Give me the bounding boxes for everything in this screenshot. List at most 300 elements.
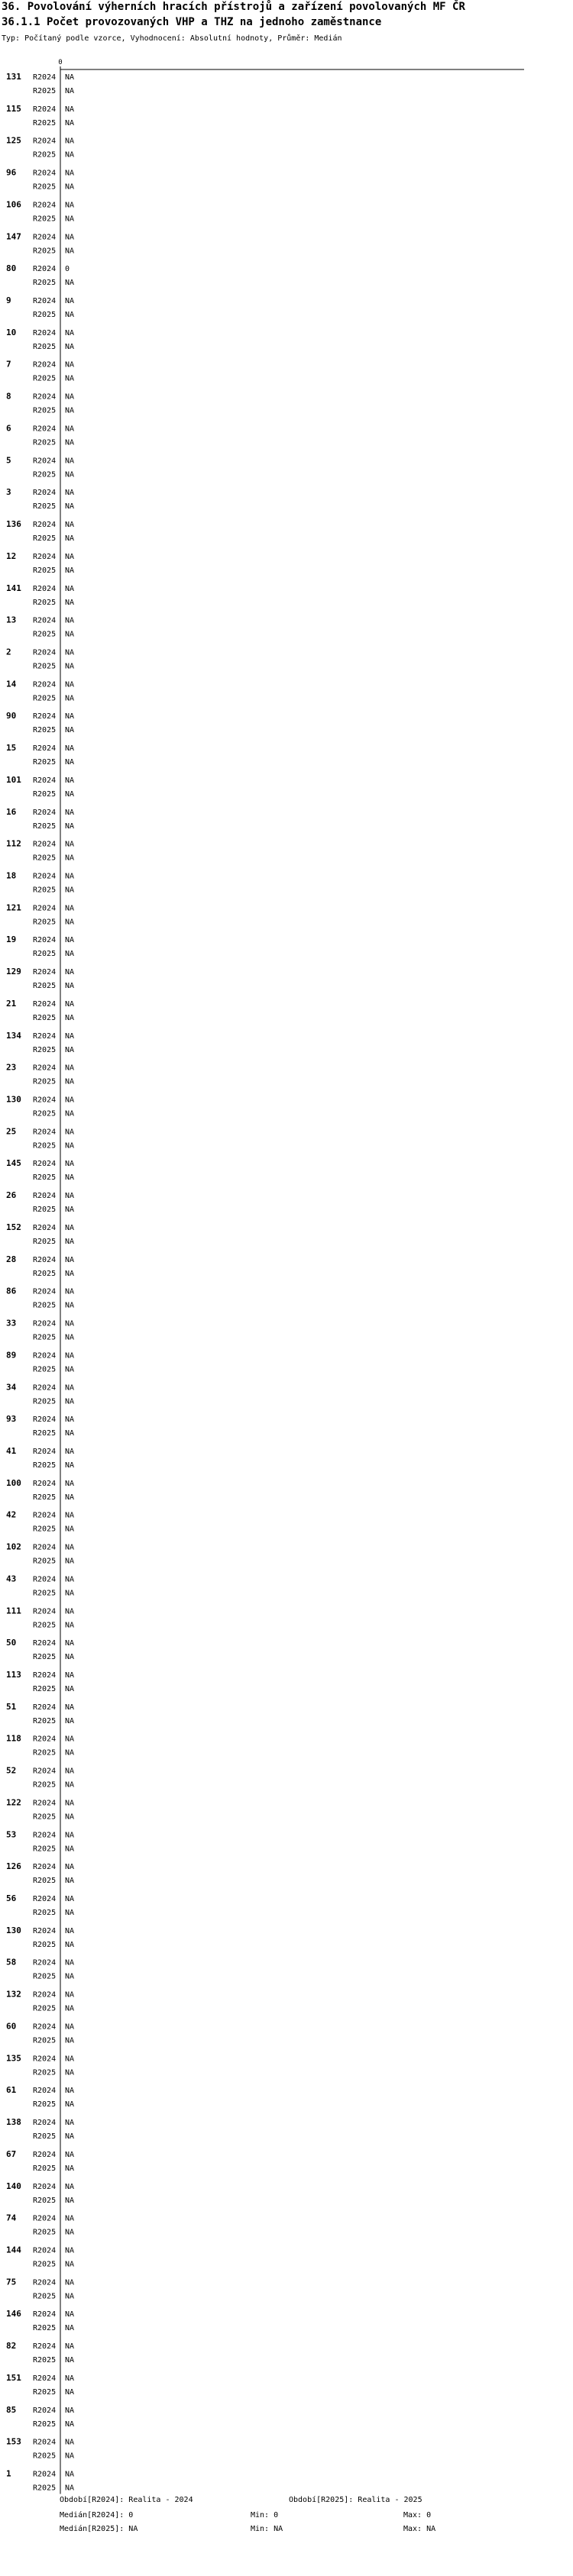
series-row-label: R2024 — [33, 1160, 57, 1169]
data-label: NA — [65, 1525, 75, 1534]
series-row-label: R2024 — [33, 2438, 57, 2447]
data-label: NA — [65, 2196, 75, 2205]
series-row-label: R2024 — [33, 457, 57, 466]
series-row-label: R2025 — [33, 1077, 57, 1086]
series-row-label: R2024 — [33, 872, 57, 881]
data-label: NA — [65, 1141, 75, 1151]
series-row-label: R2024 — [33, 1767, 57, 1776]
series-row-label: R2024 — [33, 2342, 57, 2352]
category-label: 12 — [6, 550, 17, 561]
category-label: 138 — [6, 2117, 21, 2128]
series-row-label: R2024 — [33, 360, 57, 370]
data-label: NA — [65, 1735, 75, 1744]
category-label: 153 — [6, 2436, 21, 2447]
data-label: NA — [65, 1990, 75, 2000]
category-label: 2 — [6, 647, 11, 657]
data-label: NA — [65, 566, 75, 575]
series-row-label: R2025 — [33, 247, 57, 256]
series-row-label: R2024 — [33, 936, 57, 945]
data-label: NA — [65, 616, 75, 625]
series-row-label: R2024 — [33, 1639, 57, 1648]
data-label: NA — [65, 1780, 75, 1790]
category-label: 15 — [6, 743, 17, 754]
series-row-label: R2025 — [33, 2228, 57, 2237]
data-label: NA — [65, 1109, 75, 1119]
data-label: NA — [65, 1557, 75, 1566]
data-label: NA — [65, 726, 75, 735]
series-row-label: R2025 — [33, 1173, 57, 1183]
category-label: 80 — [6, 263, 17, 274]
data-label: NA — [65, 1926, 75, 1935]
category-label: 122 — [6, 1797, 21, 1808]
data-label: NA — [65, 215, 75, 224]
series-row-label: R2024 — [33, 265, 57, 274]
data-label: NA — [65, 662, 75, 671]
series-row-label: R2024 — [33, 616, 57, 625]
data-label: NA — [65, 630, 75, 639]
series-row-label: R2025 — [33, 758, 57, 767]
category-label: 51 — [6, 1701, 17, 1712]
data-label: NA — [65, 1301, 75, 1310]
category-label: 56 — [6, 1893, 17, 1904]
data-label: NA — [65, 1703, 75, 1712]
category-label: 8 — [6, 391, 11, 402]
data-label: NA — [65, 87, 75, 95]
series-row-label: R2024 — [33, 1383, 57, 1393]
data-label: NA — [65, 968, 75, 977]
series-row-label: R2024 — [33, 680, 57, 689]
series-row-label: R2024 — [33, 648, 57, 657]
series-row-label: R2025 — [33, 2036, 57, 2045]
series-row-label: R2025 — [33, 1206, 57, 1215]
data-label: NA — [65, 392, 75, 402]
category-label: 19 — [6, 935, 17, 945]
series-row-label: R2024 — [33, 2182, 57, 2191]
category-label: 151 — [6, 2372, 21, 2383]
series-row-label: R2024 — [33, 1735, 57, 1744]
series-row-label: R2024 — [33, 1128, 57, 1137]
data-label: NA — [65, 1511, 75, 1520]
data-label: NA — [65, 2324, 75, 2333]
data-label: NA — [65, 233, 75, 242]
series-row-label: R2025 — [33, 342, 57, 351]
data-label: NA — [65, 694, 75, 703]
category-label: 152 — [6, 1222, 21, 1232]
series-row-label: R2025 — [33, 406, 57, 415]
category-label: 101 — [6, 774, 21, 785]
data-label: NA — [65, 918, 75, 927]
data-label: NA — [65, 182, 75, 192]
data-label: NA — [65, 1429, 75, 1438]
data-label: NA — [65, 1206, 75, 1215]
series-row-label: R2025 — [33, 2132, 57, 2142]
series-row-label: R2024 — [33, 712, 57, 721]
category-label: 86 — [6, 1286, 17, 1296]
data-label: NA — [65, 374, 75, 383]
series-row-label: R2025 — [33, 1780, 57, 1790]
data-label: NA — [65, 1160, 75, 1169]
series-row-label: R2024 — [33, 1479, 57, 1488]
data-label: NA — [65, 1863, 75, 1872]
chart-meta: Typ: Počítaný podle vzorce, Vyhodnocení: Absolutní hodnoty, Průměr: Medián — [2, 34, 342, 43]
data-label: NA — [65, 1877, 75, 1886]
data-label: NA — [65, 872, 75, 881]
category-label: 111 — [6, 1606, 21, 1616]
series-row-label: R2025 — [33, 1141, 57, 1151]
series-row-label: R2025 — [33, 1845, 57, 1854]
series-row-label: R2025 — [33, 1748, 57, 1758]
series-row-label: R2025 — [33, 2419, 57, 2429]
category-label: 90 — [6, 711, 17, 721]
series-row-label: R2025 — [33, 1685, 57, 1693]
series-row-label: R2025 — [33, 215, 57, 224]
series-row-label: R2024 — [33, 2470, 57, 2479]
data-label: NA — [65, 1045, 75, 1054]
series-row-label: R2025 — [33, 1621, 57, 1630]
series-row-label: R2025 — [33, 662, 57, 671]
data-label: NA — [65, 936, 75, 945]
data-label: NA — [65, 950, 75, 959]
series-row-label: R2024 — [33, 328, 57, 337]
series-row-label: R2024 — [33, 233, 57, 242]
data-label: NA — [65, 2164, 75, 2173]
data-label: NA — [65, 1589, 75, 1598]
data-label: NA — [65, 311, 75, 320]
series-row-label: R2024 — [33, 2406, 57, 2415]
category-label: 43 — [6, 1574, 17, 1584]
data-label: NA — [65, 1013, 75, 1022]
category-label: 93 — [6, 1414, 17, 1425]
series-row-label: R2024 — [33, 1064, 57, 1073]
category-label: 41 — [6, 1445, 17, 1456]
series-row-label: R2025 — [33, 1269, 57, 1278]
series-row-label: R2025 — [33, 1653, 57, 1662]
data-label: NA — [65, 2119, 75, 2128]
data-label: NA — [65, 1096, 75, 1105]
median-r2025: Medián[R2025]: NA — [60, 2525, 138, 2533]
page-title: 36. Povolování výherních hracích přístrojů a zařízení povolovaných MF ČR — [2, 1, 465, 13]
series-row-label: R2024 — [33, 1543, 57, 1552]
data-label: NA — [65, 1493, 75, 1502]
data-label: NA — [65, 424, 75, 434]
legend-r2025: Období[R2025]: Realita - 2025 — [289, 2496, 422, 2504]
data-label: NA — [65, 2036, 75, 2045]
category-label: 125 — [6, 135, 21, 146]
category-label: 126 — [6, 1861, 21, 1872]
series-row-label: R2024 — [33, 584, 57, 593]
category-label: 25 — [6, 1126, 17, 1137]
data-label: NA — [65, 169, 75, 178]
series-row-label: R2025 — [33, 1716, 57, 1725]
data-label: NA — [65, 854, 75, 863]
data-label: NA — [65, 1607, 75, 1616]
data-label: NA — [65, 470, 75, 479]
category-label: 14 — [6, 679, 17, 689]
data-label: NA — [65, 840, 75, 849]
data-label: NA — [65, 789, 75, 799]
data-label: NA — [65, 2214, 75, 2223]
series-row-label: R2025 — [33, 1557, 57, 1566]
data-label: NA — [65, 247, 75, 256]
series-row-label: R2025 — [33, 2196, 57, 2205]
series-row-label: R2025 — [33, 1813, 57, 1822]
data-label: NA — [65, 1255, 75, 1264]
data-label: NA — [65, 2292, 75, 2301]
category-label: 96 — [6, 167, 17, 178]
series-row-label: R2025 — [33, 502, 57, 512]
series-row-label: R2024 — [33, 904, 57, 913]
data-label: NA — [65, 342, 75, 351]
series-row-label: R2025 — [33, 2452, 57, 2461]
data-label: NA — [65, 2356, 75, 2365]
data-label: NA — [65, 1237, 75, 1246]
data-label: NA — [65, 552, 75, 561]
category-label: 26 — [6, 1190, 17, 1201]
data-label: NA — [65, 1383, 75, 1393]
category-label: 147 — [6, 231, 21, 242]
data-label: NA — [65, 534, 75, 544]
data-label: NA — [65, 1653, 75, 1662]
data-label: NA — [65, 2278, 75, 2287]
category-label: 85 — [6, 2404, 17, 2415]
data-label: NA — [65, 1972, 75, 1981]
data-label: NA — [65, 1365, 75, 1374]
data-label: NA — [65, 328, 75, 337]
series-row-label: R2024 — [33, 1575, 57, 1584]
series-row-label: R2024 — [33, 1703, 57, 1712]
series-row-label: R2024 — [33, 1351, 57, 1361]
series-row-label: R2025 — [33, 1397, 57, 1406]
series-row-label: R2025 — [33, 150, 57, 160]
data-label: NA — [65, 808, 75, 817]
series-row-label: R2024 — [33, 968, 57, 977]
category-label: 141 — [6, 583, 21, 593]
series-row-label: R2024 — [33, 137, 57, 146]
data-label: NA — [65, 406, 75, 415]
series-row-label: R2025 — [33, 1013, 57, 1022]
data-label: NA — [65, 2260, 75, 2269]
data-label: NA — [65, 1575, 75, 1584]
series-row-label: R2025 — [33, 598, 57, 607]
data-label: NA — [65, 2087, 75, 2096]
series-row-label: R2025 — [33, 87, 57, 95]
data-label: NA — [65, 1223, 75, 1232]
series-row-label: R2025 — [33, 1972, 57, 1981]
data-label: NA — [65, 1128, 75, 1137]
series-row-label: R2025 — [33, 2260, 57, 2269]
series-row-label: R2024 — [33, 999, 57, 1009]
category-label: 118 — [6, 1733, 21, 1744]
min-r2024: Min: 0 — [251, 2511, 279, 2520]
series-row-label: R2024 — [33, 392, 57, 402]
series-row-label: R2025 — [33, 630, 57, 639]
data-label: NA — [65, 1416, 75, 1425]
series-row-label: R2025 — [33, 2068, 57, 2077]
series-row-label: R2025 — [33, 2164, 57, 2173]
category-label: 42 — [6, 1509, 17, 1520]
data-label: NA — [65, 2310, 75, 2319]
data-label: NA — [65, 712, 75, 721]
data-label: NA — [65, 1895, 75, 1904]
min-r2025: Min: NA — [251, 2525, 283, 2533]
data-label: NA — [65, 1621, 75, 1630]
series-row-label: R2025 — [33, 1909, 57, 1918]
series-row-label: R2024 — [33, 1096, 57, 1105]
series-row-label: R2025 — [33, 950, 57, 959]
data-label: 0 — [65, 265, 70, 274]
series-row-label: R2025 — [33, 1109, 57, 1119]
data-label: NA — [65, 1461, 75, 1470]
series-row-label: R2025 — [33, 438, 57, 447]
data-label: NA — [65, 2246, 75, 2255]
series-row-label: R2025 — [33, 311, 57, 320]
category-label: 131 — [6, 72, 21, 82]
series-row-label: R2024 — [33, 201, 57, 210]
category-label: 102 — [6, 1541, 21, 1552]
data-label: NA — [65, 598, 75, 607]
series-row-label: R2025 — [33, 854, 57, 863]
series-row-label: R2024 — [33, 1863, 57, 1872]
data-label: NA — [65, 360, 75, 370]
data-label: NA — [65, 1958, 75, 1968]
series-row-label: R2024 — [33, 1255, 57, 1264]
data-label: NA — [65, 2022, 75, 2032]
data-label: NA — [65, 2150, 75, 2159]
series-row-label: R2025 — [33, 726, 57, 735]
data-label: NA — [65, 2387, 75, 2397]
data-label: NA — [65, 457, 75, 466]
series-row-label: R2025 — [33, 1589, 57, 1598]
data-label: NA — [65, 2452, 75, 2461]
category-label: 135 — [6, 2053, 21, 2064]
data-label: NA — [65, 904, 75, 913]
category-label: 146 — [6, 2309, 21, 2319]
category-label: 130 — [6, 1925, 21, 1935]
category-label: 18 — [6, 870, 17, 881]
data-label: NA — [65, 1716, 75, 1725]
category-label: 3 — [6, 487, 11, 498]
series-row-label: R2025 — [33, 470, 57, 479]
data-label: NA — [65, 1269, 75, 1278]
data-label: NA — [65, 680, 75, 689]
category-label: 136 — [6, 519, 21, 530]
data-label: NA — [65, 2438, 75, 2447]
data-label: NA — [65, 1671, 75, 1680]
series-row-label: R2024 — [33, 2278, 57, 2287]
series-row-label: R2025 — [33, 1493, 57, 1502]
data-label: NA — [65, 1909, 75, 1918]
series-row-label: R2024 — [33, 840, 57, 849]
data-label: NA — [65, 1940, 75, 1949]
series-row-label: R2024 — [33, 1416, 57, 1425]
series-row-label: R2024 — [33, 1607, 57, 1616]
data-label: NA — [65, 2182, 75, 2191]
data-label: NA — [65, 201, 75, 210]
max-r2024: Max: 0 — [403, 2511, 432, 2520]
category-label: 7 — [6, 359, 11, 370]
category-label: 113 — [6, 1670, 21, 1680]
category-label: 130 — [6, 1094, 21, 1105]
series-row-label: R2024 — [33, 2214, 57, 2223]
series-row-label: R2024 — [33, 1319, 57, 1328]
category-label: 50 — [6, 1638, 17, 1648]
data-label: NA — [65, 1543, 75, 1552]
category-label: 61 — [6, 2085, 17, 2096]
series-row-label: R2024 — [33, 1031, 57, 1041]
series-row-label: R2024 — [33, 1990, 57, 2000]
data-label: NA — [65, 150, 75, 160]
series-row-label: R2024 — [33, 776, 57, 785]
category-label: 100 — [6, 1477, 21, 1488]
category-label: 28 — [6, 1254, 17, 1264]
x-tick-label: 0 — [58, 59, 63, 66]
data-label: NA — [65, 2342, 75, 2352]
data-label: NA — [65, 2470, 75, 2479]
category-label: 75 — [6, 2277, 17, 2287]
median-r2024: Medián[R2024]: 0 — [60, 2511, 134, 2520]
data-label: NA — [65, 2132, 75, 2142]
category-label: 58 — [6, 1957, 17, 1968]
series-row-label: R2024 — [33, 808, 57, 817]
series-row-label: R2024 — [33, 2310, 57, 2319]
category-label: 23 — [6, 1062, 17, 1073]
series-row-label: R2024 — [33, 105, 57, 114]
data-label: NA — [65, 297, 75, 306]
data-label: NA — [65, 648, 75, 657]
series-row-label: R2025 — [33, 694, 57, 703]
series-row-label: R2024 — [33, 1223, 57, 1232]
data-label: NA — [65, 1767, 75, 1776]
category-label: 144 — [6, 2245, 21, 2255]
series-row-label: R2024 — [33, 2087, 57, 2096]
data-label: NA — [65, 1845, 75, 1854]
data-label: NA — [65, 758, 75, 767]
category-label: 82 — [6, 2341, 17, 2352]
data-label: NA — [65, 2419, 75, 2429]
series-row-label: R2025 — [33, 1045, 57, 1054]
data-label: NA — [65, 2228, 75, 2237]
series-row-label: R2025 — [33, 1237, 57, 1246]
data-label: NA — [65, 1077, 75, 1086]
series-row-label: R2025 — [33, 534, 57, 544]
series-row-label: R2024 — [33, 1895, 57, 1904]
series-row-label: R2024 — [33, 489, 57, 498]
category-label: 34 — [6, 1382, 17, 1393]
series-row-label: R2024 — [33, 521, 57, 530]
category-label: 1 — [6, 2468, 11, 2479]
data-label: NA — [65, 1813, 75, 1822]
data-label: NA — [65, 118, 75, 128]
data-label: NA — [65, 776, 75, 785]
data-label: NA — [65, 2484, 75, 2493]
category-label: 121 — [6, 902, 21, 913]
data-label: NA — [65, 1351, 75, 1361]
series-row-label: R2025 — [33, 1429, 57, 1438]
category-label: 106 — [6, 199, 21, 210]
series-row-label: R2024 — [33, 2055, 57, 2064]
series-row-label: R2025 — [33, 1525, 57, 1534]
series-row-label: R2025 — [33, 182, 57, 192]
series-row-label: R2024 — [33, 1447, 57, 1456]
data-label: NA — [65, 982, 75, 991]
series-row-label: R2024 — [33, 1799, 57, 1808]
data-label: NA — [65, 2055, 75, 2064]
page-subtitle: 36.1.1 Počet provozovaných VHP a THZ na jednoho zaměstnance — [2, 16, 382, 28]
series-row-label: R2025 — [33, 886, 57, 895]
series-row-label: R2025 — [33, 279, 57, 288]
series-row-label: R2025 — [33, 2324, 57, 2333]
series-row-label: R2025 — [33, 374, 57, 383]
